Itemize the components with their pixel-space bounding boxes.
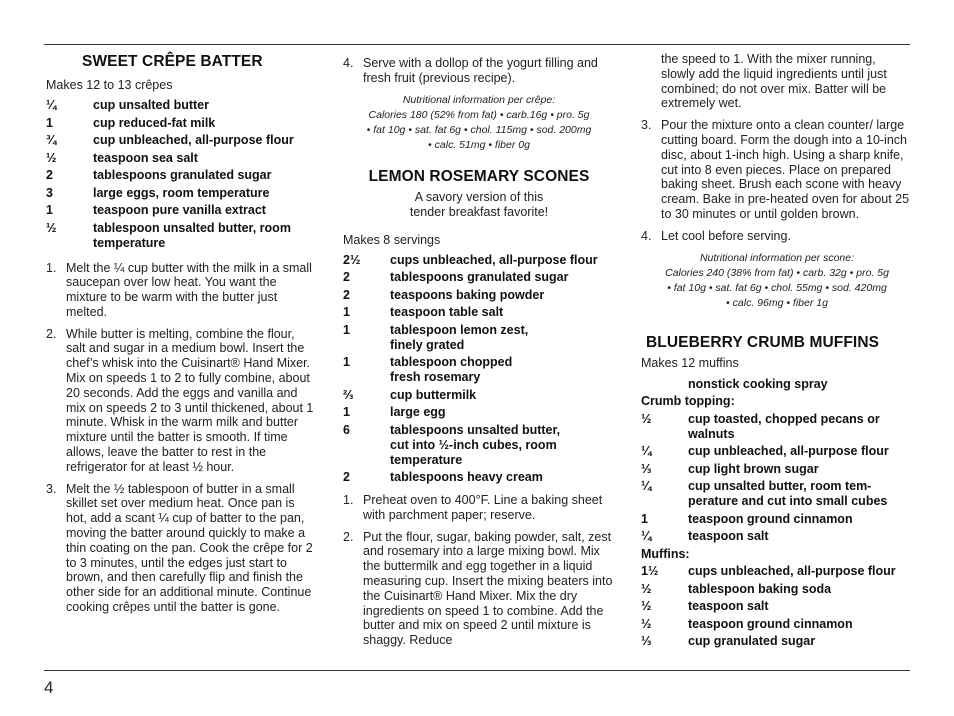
step: 3. Melt the ½ tablespoon of butter in a small skillet set over medium heat. Once pan is hot, add a scant ¼ cup of batter to the pan, moving the batter around quickly to make a thin coating on the pan. Cook the crêpe for 2 to 3 minutes, until the edges just start to brown, and then carefully flip and finish the other side for an additional minute. Continue cooking crêpes until the batter is gone. bbox=[46, 481, 313, 615]
ingredient-row: ½ teaspoon ground cinnamon bbox=[641, 616, 853, 631]
crepes-title: SWEET CRÊPE BATTER bbox=[82, 53, 263, 70]
ingredient-row: ½ teaspoon salt bbox=[641, 599, 769, 614]
column-3 bbox=[641, 52, 913, 652]
scones-nutrition: Nutritional information per scone: Calories 240 (38% from fat) • carb. 32g • pro. 5g • fat 10g • sat. fat 6g • chol. 55mg • sod. 420mg • calc. 96mg • fiber 1g bbox=[665, 251, 889, 309]
ingredient-row: ½ tablespoon unsalted butter, room temperature bbox=[46, 220, 291, 250]
step: 1. Melt the ¼ cup butter with the milk in a small saucepan over low heat. You want the mixture to be warm with the butter just melted. bbox=[46, 260, 312, 319]
page-number: 4 bbox=[44, 678, 54, 697]
muffins-label: Muffins: bbox=[641, 546, 690, 561]
ingredient-row: 2 teaspoons baking powder bbox=[343, 287, 545, 302]
ingredient-row: 2 tablespoons granulated sugar bbox=[343, 270, 569, 285]
scones-intro: A savory version of this bbox=[414, 189, 544, 204]
ingredient-row: 1 large egg bbox=[343, 405, 446, 420]
ingredient-row: 1½ cups unbleached, all-purpose flour bbox=[641, 564, 896, 579]
ingredient-row: ¼ cup unbleached, all-purpose flour bbox=[641, 444, 889, 459]
ingredient-row: 1 teaspoon ground cinnamon bbox=[641, 511, 853, 526]
ingredient-row: ⅔ cup buttermilk bbox=[343, 387, 477, 402]
ingredient-row: 3 large eggs, room temperature bbox=[46, 185, 270, 200]
top-rule bbox=[44, 44, 910, 45]
ingredient-row: ¼ cup unsalted butter bbox=[46, 98, 209, 112]
step-continued: the speed to 1. With the mixer running, slowly add the liquid ingredients until just combined; do not over mix. Batter will be extremely wet. bbox=[661, 52, 887, 111]
scones-intro: tender breakfast favorite! bbox=[409, 204, 549, 219]
step: 4. Let cool before serving. bbox=[641, 228, 791, 243]
ingredient-row: ⅓ cup granulated sugar bbox=[641, 634, 816, 649]
ingredient-row: ½ cup toasted, chopped pecans or walnuts bbox=[641, 411, 880, 441]
ingredient-row: 1 cup reduced-fat milk bbox=[46, 115, 216, 130]
step: 1. Preheat oven to 400°F. Line a baking sheet with parchment paper; reserve. bbox=[343, 493, 603, 522]
crepes-nutrition: Nutritional information per crêpe: Calories 180 (52% from fat) • carb.16g • pro. 5g • fat 10g • sat. fat 6g • chol. 115mg • sod. 200mg • calc. 51mg • fiber 0g bbox=[366, 93, 592, 151]
scones-yield: Makes 8 servings bbox=[343, 232, 441, 247]
ingredient-row: 1 tablespoon chopped fresh rosemary bbox=[343, 355, 513, 385]
ingredient-row: ½ teaspoon sea salt bbox=[46, 150, 198, 165]
step: 4. Serve with a dollop of the yogurt filling and fresh fruit (previous recipe). bbox=[343, 56, 598, 85]
step: 3. Pour the mixture onto a clean counter/ large cutting board. Form the dough into a 10-inch disc, about 1-inch high. Using a sharp knife, cut into 8 even pieces. Place on prepared baking sheet. Brush each scone with heavy cream. Bake in pre-heated oven for about 25 to 30 minutes or until golden brown. bbox=[641, 118, 910, 221]
ingredient-row: ⅓ cup light brown sugar bbox=[641, 461, 819, 476]
muffins-yield: Makes 12 muffins bbox=[641, 355, 739, 370]
column-1 bbox=[46, 52, 316, 622]
step: 2. Put the flour, sugar, baking powder, salt, zest and rosemary into a large mixing bowl. Mix the buttermilk and egg together in a liquid measuring cup. Insert the mixing beaters into the Cuisinart® Hand Mixer. Mix the dry ingredients on speed 1 to combine. Add the butter and mix on speed 2 until mixture is shaggy. Reduce bbox=[343, 529, 613, 648]
column-2 bbox=[343, 56, 615, 655]
step: 2. While butter is melting, combine the flour, salt and sugar in a medium bowl. Insert the chef’s whisk into the Cuisinart® Hand Mixer. Mix on speeds 1 to 2 to fully combine, about 20 seconds. Add the eggs and vanilla and mix on speeds 2 to 3 until thickened, about 1 minute. Whisk in the warm milk and butter mixture until the batter is smooth. If time allows, leave the batter to rest in the refrigerator for at least ½ hour. bbox=[46, 326, 314, 474]
ingredient-row: ¾ cup unbleached, all-purpose flour bbox=[46, 133, 294, 147]
muffins-title: BLUEBERRY CRUMB MUFFINS bbox=[646, 333, 880, 351]
crumb-topping-label: Crumb topping: bbox=[641, 394, 735, 409]
ingredient-row: 1 teaspoon pure vanilla extract bbox=[46, 203, 266, 217]
ingredient-row: nonstick cooking spray bbox=[688, 376, 828, 391]
ingredient-row: 1 teaspoon table salt bbox=[343, 305, 504, 320]
bottom-rule bbox=[44, 670, 910, 671]
ingredient-row: 2 tablespoons granulated sugar bbox=[46, 168, 272, 182]
ingredient-row: ¼ cup unsalted butter, room tem-perature and cut into small cubes bbox=[641, 479, 888, 509]
ingredient-row: 1 tablespoon lemon zest, finely grated bbox=[343, 322, 529, 352]
ingredient-row: ¼ teaspoon salt bbox=[641, 529, 769, 544]
ingredient-row: 2½ cups unbleached, all-purpose flour bbox=[343, 252, 598, 267]
ingredient-row: ½ tablespoon baking soda bbox=[641, 581, 832, 596]
scones-title: LEMON ROSEMARY SCONES bbox=[368, 167, 590, 185]
crepes-yield: Makes 12 to 13 crêpes bbox=[46, 78, 173, 92]
ingredient-row: 6 tablespoons unsalted butter, cut into ½-inch cubes, room temperature bbox=[343, 422, 561, 467]
ingredient-row: 2 tablespoons heavy cream bbox=[343, 470, 543, 485]
